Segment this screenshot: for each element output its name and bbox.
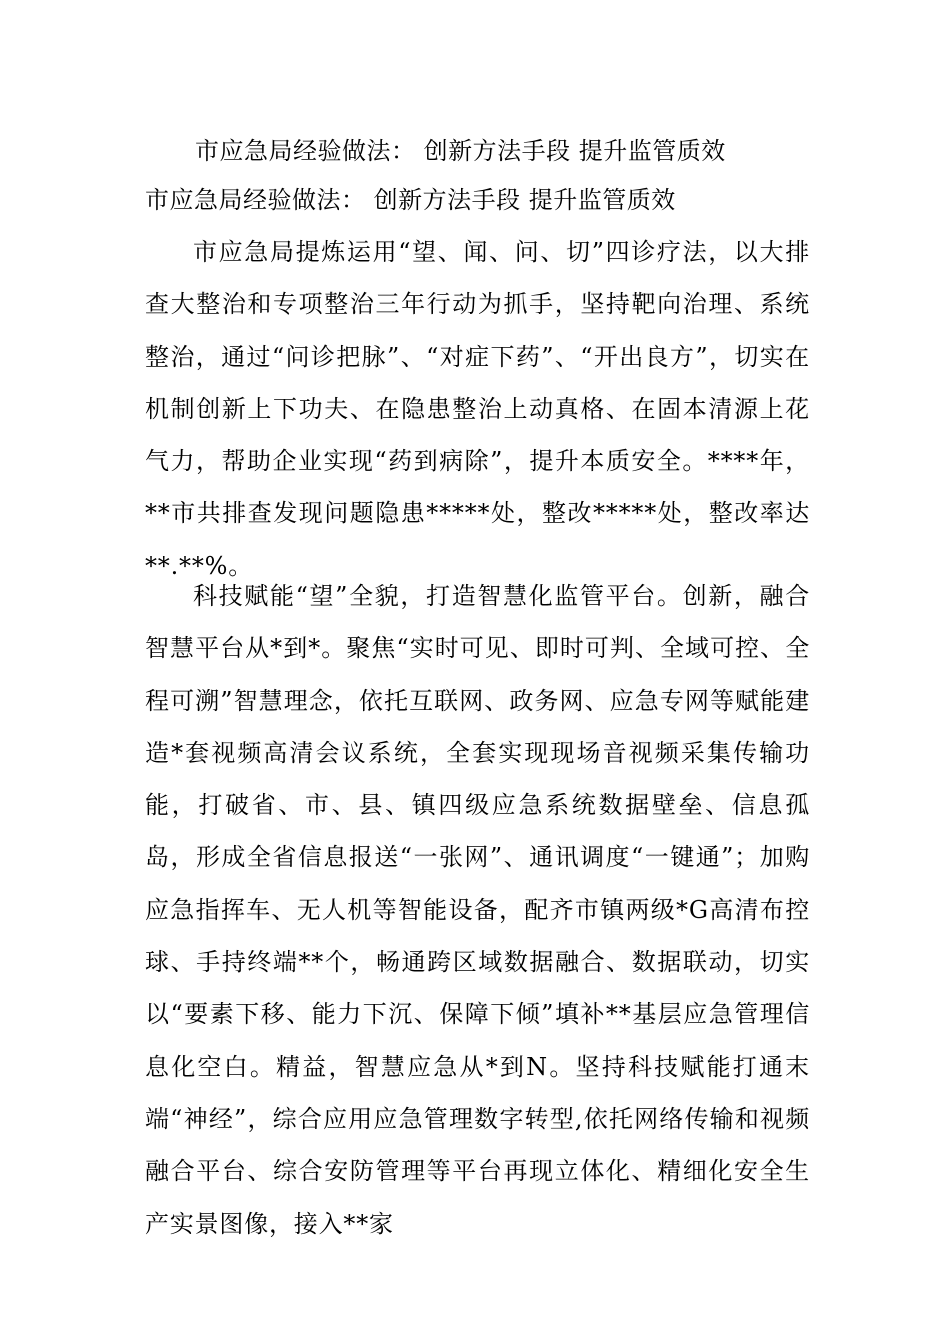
document-title: 市应急局经验做法： 创新方法手段 提升监管质效 <box>195 137 726 165</box>
body-paragraph: 市应急局提炼运用“望、闻、问、切”四诊疗法，以大排查大整治和专项整治三年行动为抓手，坚持靶向治理、系统整治，通过“问诊把脉”、“对症下药”、“开出良方”，切实在机制创新上下功夫、在隐患整治上动真格、在固本清源上花气力，帮助企业实现“药到病除”，提升本质安全。****年，**市共排查发现问题隐患*****处，整改*****处，整改率达**.**%。 <box>145 238 810 580</box>
document-title-repeat: 市应急局经验做法： 创新方法手段 提升监管质效 <box>145 186 676 214</box>
body-paragraph: 科技赋能“望”全貌，打造智慧化监管平台。创新，融合智慧平台从*到*。聚焦“实时可见、即时可判、全域可控、全程可溯”智慧理念，依托互联网、政务网、应急专网等赋能建造*套视频高清会议系统，全套实现现场音视频采集传输功能，打破省、市、县、镇四级应急系统数据壁垒、信息孤岛，形成全省信息报送“一张网”、通讯调度“一键通”；加购应急指挥车、无人机等智能设备，配齐市镇两级*G高清布控球、手持终端**个，畅通跨区域数据融合、数据联动，切实以“要素下移、能力下沉、保障下倾”填补**基层应急管理信息化空白。精益，智慧应急从*到N。坚持科技赋能打通末端“神经”，综合应用应急管理数字转型,依托网络传输和视频融合平台、综合安防管理等平台再现立体化、精细化安全生产实景图像，接入**家 <box>145 582 810 1238</box>
